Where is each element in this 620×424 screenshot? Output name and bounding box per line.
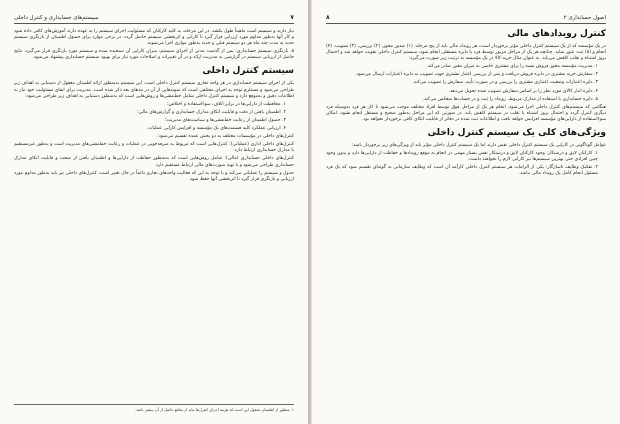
right-section-title: کنترل رویدادهای مالی xyxy=(507,29,606,39)
right-intro-paragraph: در یک مؤسسه که از یک سیستم کنترل داخلی مؤثر برخوردار است، هر رویداد مالی باید از پنج مرحله: (۱) صدور مجوز، (۲) بررسی، (۳) تصویب، (۴) انجام و (۵) ثبت عبور نماید. چنانچه هر یک از مراحل مزبور توسط فرد یا دایره مستقلی انجام شود، سیستم کنترل داخلی تقویت خواهد شد و احتمال بروز اشتباه و تقلب کاهش می‌یابد. به عنوان مثال خرید کالا در یک مؤسسه به ترتیب زیر صورت می‌گیرد: xyxy=(325,44,606,62)
right-steps-list xyxy=(326,64,598,102)
right-header-title: اصول حسابداری ۲ xyxy=(563,14,606,21)
left-intro-paragraph-1: نیاز دارند و سیستم است ماهیتاً طول بکشد. در این مرحله، به کلیه کارکنان که مسئولیت اجرای سیستم را به عهده دارند آموزش‌های کافی داده شود و کار آنها به‌طور مداوم مورد ارزیابی قرار گیرد تا کارایی و اثربخشی سیستم حاصل گردد. در برخی موارد برای حصول اطمینان از بازنگری سیستم جدید به مدت چند ماه هر دو سیستم قبلی و جدید به‌طور موازی اجرا می‌شوند. xyxy=(14,29,294,47)
right-features-list xyxy=(326,151,598,177)
right-second-intro: عوامل گوناگونی در کارایی یک سیستم کنترل داخلی نقش دارند اما یک سیستم کنترل داخلی مؤثر باید از ویژگی‌های زیر برخوردار باشد: xyxy=(351,143,606,149)
list-item: ۱. محافظت از دارایی‌ها در برابر اتلاف، سوءاستفاده و اختلاس؛ xyxy=(167,101,286,107)
right-second-section-title: ویژگی‌های کلی یک سیستم کنترل داخلی xyxy=(427,128,606,139)
left-page-header xyxy=(14,14,294,24)
list-item: ۴. دایره انبار کالای مورد نظر را بر اساس سفارش تصویب شده تحویل می‌دهد. xyxy=(448,88,598,94)
list-item: ۲. اطمینان یافتن از دقت و قابلیت اتکای مدارک حسابداری و گزارش‌های مالی؛ xyxy=(137,109,286,115)
left-controls-paragraph-1: کنترل‌های داخلی در مؤسسات مختلف به دو بخش عمده تقسیم می‌شود: xyxy=(157,134,294,140)
left-page xyxy=(0,0,309,424)
left-section-title: سیستم کنترل داخلی xyxy=(202,66,294,77)
list-item: ۳. دایره اعتبارات وضعیت اعتباری مشتری را بررسی و در صورت تأیید، سفارش را تصویب می‌کند. xyxy=(412,80,598,86)
list-item: ۵. دایره حسابداری با استفاده از مدارک مربوط، رویداد را ثبت و در حساب‌ها منعکس می‌کند. xyxy=(422,96,598,102)
right-middle-paragraph: هنگامی که سیستم‌های کنترل داخلی اجرا می‌شود، انجام هر یک از مراحل فوق توسط افراد مختلف موجب می‌شود تا کار هر فرد به‌وسیله فرد دیگری کنترل گردد و احتمال بروز اشتباه یا تقلب در سیستم کاهش یابد. در صورتی که این مراحل به‌طور صحیح و مستقل انجام نشود، امکان سوءاستفاده از دارایی‌های مؤسسه افزایش خواهد یافت و اطلاعات ثبت شده در دفاتر از قابلیت اتکای کافی برخوردار نخواهد بود. xyxy=(326,104,606,122)
list-item: ۱. مدیریت مؤسسه مجوز فروش نسیه را برای مشتری خاصی به میزان معین صادر می‌کند. xyxy=(426,64,598,70)
left-controls-paragraph-3: کنترل‌های داخلی حسابداری (مالی): شامل روش‌هایی است که به‌منظور حفاظت از دارایی‌ها و اطمینان یافتن از صحت و قابلیت اتکای مدارک حسابداری طراحی می‌شود و با تهیه صورت‌های مالی ارتباط مستقیم دارد. xyxy=(14,156,294,168)
left-closing-paragraph: جدول و سیستم را عملیاتی می‌کند و با توجه به این که فعالیت واحدهای تجاری دائماً در حال تغییر است، کنترل‌های داخلی نیز باید به‌طور مداوم مورد ارزیابی و بازنگری قرار گیرد تا اثربخشی آنها حفظ شود. xyxy=(14,170,294,182)
right-page xyxy=(311,0,620,424)
list-item: ۴. ارزیابی عملکرد کلیه قسمت‌های یک مؤسسه و افزایش کارایی عملیات. xyxy=(146,126,286,132)
left-page-number: ۷ xyxy=(290,14,294,21)
right-page-header xyxy=(326,14,606,24)
left-header-title: سیستم‌های حسابداری و کنترل داخلی xyxy=(14,14,99,21)
list-item: ۳. حصول اطمینان از رعایت خط‌مشی‌ها و سیاست‌های مدیریت؛ xyxy=(165,117,286,123)
left-intro-paragraph-2: ۵. بازنگری سیستم حسابداری: پس از گذشت مدتی از اجرای سیستم، میزان کارایی آن سنجیده شده و سیستم مورد بازنگری قرار می‌گیرد. نتایج حاصل از ارزیابی سیستم در گزارشی به مدیریت ارائه و در آن تغییرات و اصلاحات مورد نیاز برای بهبود سیستم حسابداری پیشنهاد می‌شود. xyxy=(14,49,294,61)
right-page-number: ۸ xyxy=(326,14,330,21)
list-item: ۱. کارکنان لایق و درستکار: وجود کارکنان لایق و درستکار نقش بسیار مهمی در انجام به موقع رویدادها و حفاظت از دارایی‌ها دارد و بدون وجود چنین افرادی حتی بهترین سیستم‌ها نیز کارایی لازم را نخواهند داشت. xyxy=(326,151,598,163)
left-controls-paragraph-2: کنترل‌های داخلی اداری (عملیاتی): کنترل‌هایی است که مربوط به صرفه‌جویی در عملیات و رعایت خط‌مشی‌های مدیریت است و به‌طور غیرمستقیم با مدارک حسابداری ارتباط دارد. xyxy=(14,142,294,154)
left-footnote: ۱. منظور از اطمینان معقول این است که هزینه اجرای کنترل‌ها نباید از منافع حاصل از آن بیشتر باشد. xyxy=(14,404,294,412)
left-section-paragraph: یکی از اجزای سیستم حسابداری در هر واحد تجاری سیستم کنترل داخلی است. این سیستم به‌منظور ارائه اطمینان معقول از دستیابی به اهداف زیر طراحی می‌شود و مستلزم توجه به اجزای مختلفی است که نمونه‌هایی از آن در بندهای بعد ذکر شده است. مدیریت برای ایفای مسئولیت خود نیاز به اطلاعات دقیق و به‌موقع دارد و سیستم کنترل داخلی شامل خط‌مشی‌ها و روش‌هایی است که به‌منظور دستیابی به اهداف زیر طراحی می‌شود: xyxy=(14,81,294,99)
list-item: ۲. تفکیک وظایف ناسازگار: یکی از الزامات هر سیستم کنترل داخلی کارآمد آن است که وظایف سازمانی به گونه‌ای تقسیم شود که یک فرد مسئول انجام کامل یک رویداد مالی نباشد. xyxy=(326,165,598,177)
list-item: ۲. سفارش خرید مشتری در دایره فروش دریافت و پس از بررسی اعتبار مشتری جهت تصویب به دایره اعتبارات ارسال می‌شود. xyxy=(354,72,598,78)
left-objectives-list xyxy=(14,102,286,132)
